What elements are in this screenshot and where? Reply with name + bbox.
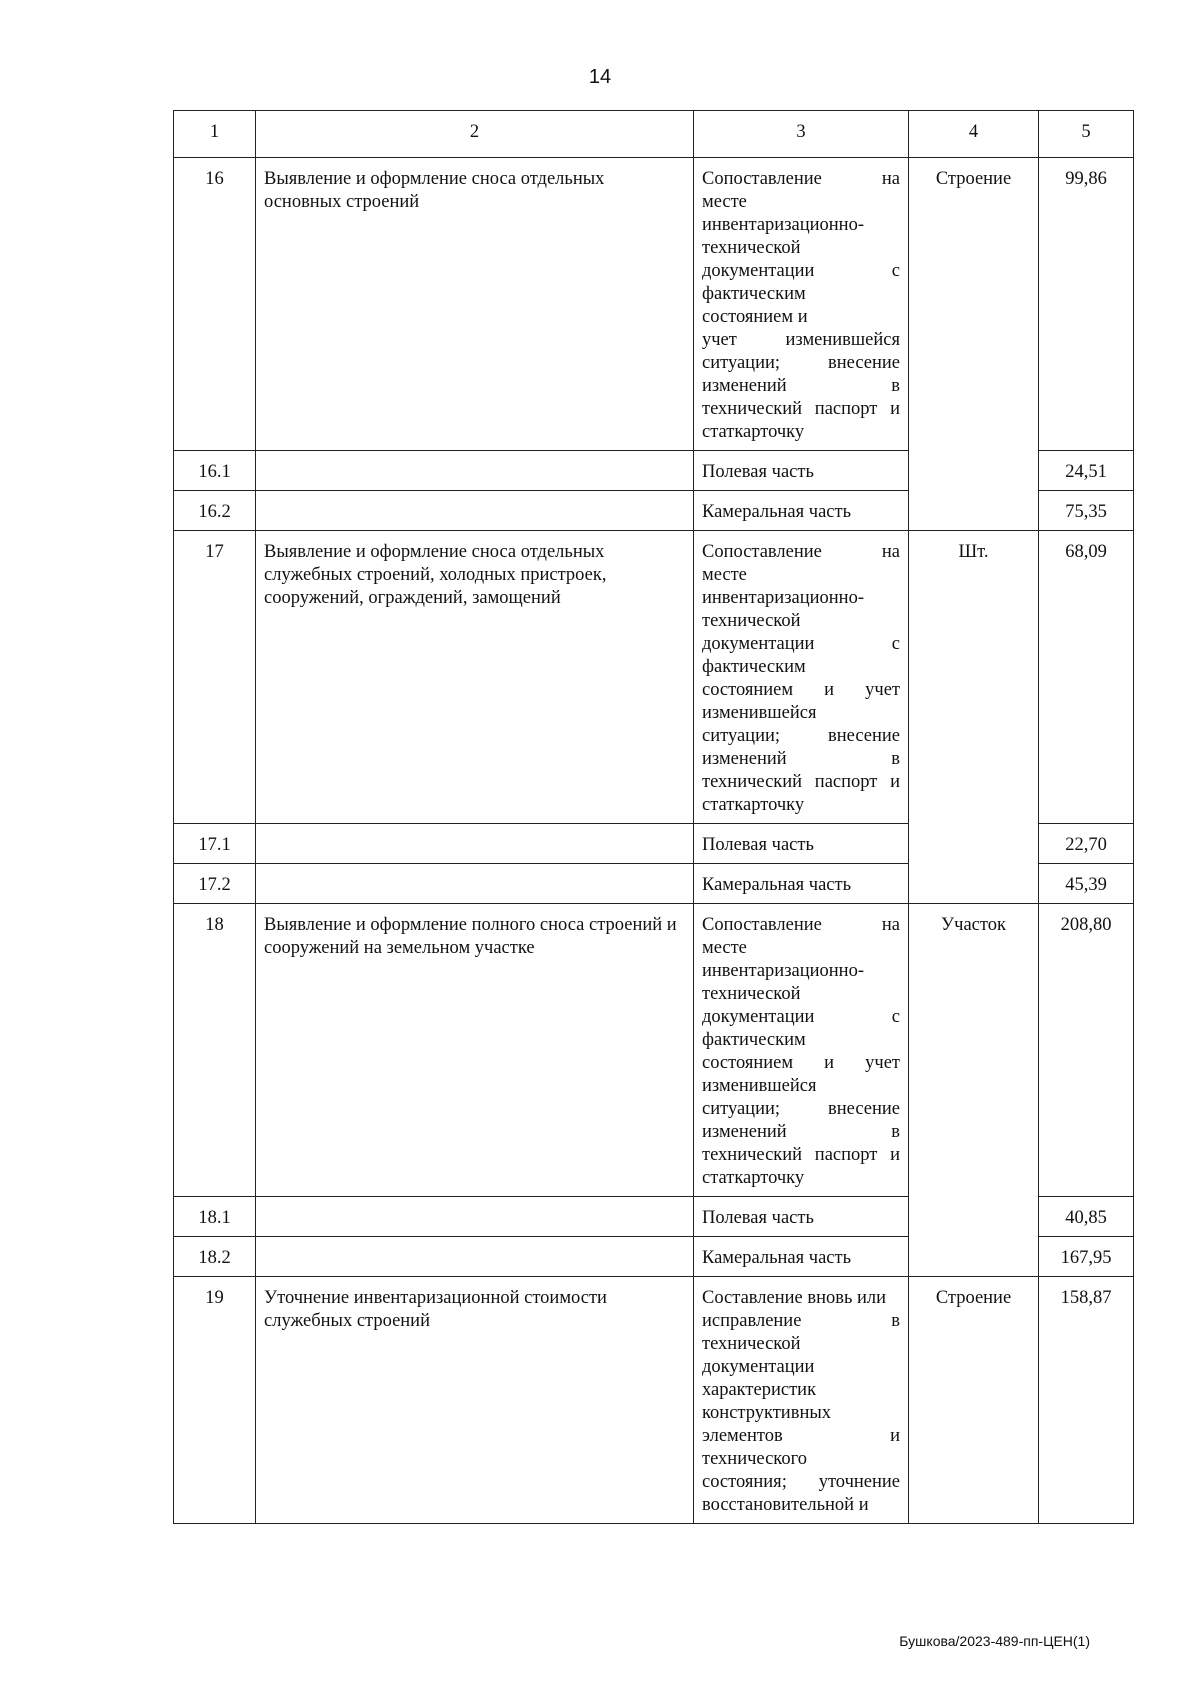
content-line: инвентаризационно- [702, 215, 864, 235]
column-header: 5 [1039, 111, 1134, 158]
table-row [174, 531, 1134, 824]
table-header-row [174, 111, 1134, 158]
content-line: учет изменившейся [702, 330, 900, 350]
unit-of-measure: Участок [909, 904, 1039, 1277]
work-name [256, 864, 694, 904]
work-content: Полевая часть [694, 1197, 909, 1237]
content-line: технической [702, 238, 801, 258]
content-line: Сопоставление на [702, 169, 900, 189]
content-line: состоянием и учет [702, 1053, 900, 1073]
content-line: состоянием и [702, 307, 808, 327]
content-line: технический паспорт и [702, 772, 900, 792]
work-content: Полевая часть [694, 451, 909, 491]
content-line: ситуации; внесение [702, 726, 900, 746]
content-line: ситуации; внесение [702, 1099, 900, 1119]
work-name: Выявление и оформление сноса отдельных служебных строений, холодных пристроек, сооружений, ограждений, замощений [256, 531, 694, 824]
content-line: месте [702, 938, 747, 958]
work-content: Камеральная часть [694, 491, 909, 531]
table-row [174, 1277, 1134, 1524]
row-number: 16.2 [174, 491, 256, 531]
work-content [694, 904, 909, 1197]
content-line: восстановительной и [702, 1495, 869, 1515]
column-header: 1 [174, 111, 256, 158]
content-line: фактическим [702, 1030, 806, 1050]
work-content: Полевая часть [694, 824, 909, 864]
column-header: 3 [694, 111, 909, 158]
work-content [694, 531, 909, 824]
price-value: 22,70 [1039, 824, 1134, 864]
work-name [256, 491, 694, 531]
content-line: технической [702, 611, 801, 631]
work-content [694, 1277, 909, 1524]
content-line: состоянием и учет [702, 680, 900, 700]
content-line: Составление вновь или [702, 1288, 887, 1308]
content-line: технический паспорт и [702, 399, 900, 419]
content-line: изменившейся [702, 703, 817, 723]
content-line: изменений в [702, 376, 900, 396]
work-name [256, 451, 694, 491]
table-row [174, 904, 1134, 1197]
content-line: технической [702, 984, 801, 1004]
tariff-table [173, 110, 1134, 1524]
document-reference: Бушкова/2023-489-пп-ЦЕН(1) [899, 1633, 1090, 1649]
work-name [256, 1237, 694, 1277]
work-content [694, 158, 909, 451]
content-line: ситуации; внесение [702, 353, 900, 373]
row-number: 18.2 [174, 1237, 256, 1277]
price-value: 208,80 [1039, 904, 1134, 1197]
content-line: элементов и [702, 1426, 900, 1446]
content-line: месте [702, 192, 747, 212]
price-value: 167,95 [1039, 1237, 1134, 1277]
content-line: характеристик [702, 1380, 817, 1400]
price-value: 99,86 [1039, 158, 1134, 451]
price-value: 24,51 [1039, 451, 1134, 491]
price-value: 68,09 [1039, 531, 1134, 824]
row-number: 19 [174, 1277, 256, 1524]
unit-of-measure: Строение [909, 1277, 1039, 1524]
price-value: 40,85 [1039, 1197, 1134, 1237]
row-number: 16 [174, 158, 256, 451]
content-line: изменений в [702, 1122, 900, 1142]
column-header: 2 [256, 111, 694, 158]
page-number: 14 [588, 66, 612, 88]
content-line: статкарточку [702, 1168, 805, 1188]
content-line: документации с [702, 634, 900, 654]
content-line: состояния; уточнение [702, 1472, 900, 1492]
row-number: 17.1 [174, 824, 256, 864]
content-line: документации с [702, 1007, 900, 1027]
work-name [256, 824, 694, 864]
content-line: фактическим [702, 284, 806, 304]
content-line: инвентаризационно- [702, 588, 864, 608]
content-line: Сопоставление на [702, 542, 900, 562]
row-number: 16.1 [174, 451, 256, 491]
work-content: Камеральная часть [694, 1237, 909, 1277]
row-number: 18 [174, 904, 256, 1197]
work-name: Уточнение инвентаризационной стоимости служебных строений [256, 1277, 694, 1524]
row-number: 17 [174, 531, 256, 824]
content-line: конструктивных [702, 1403, 832, 1423]
unit-of-measure: Строение [909, 158, 1039, 531]
content-line: изменений в [702, 749, 900, 769]
work-name [256, 1197, 694, 1237]
work-content: Камеральная часть [694, 864, 909, 904]
content-line: технический паспорт и [702, 1145, 900, 1165]
content-line: статкарточку [702, 795, 805, 815]
content-line: технического [702, 1449, 807, 1469]
price-value: 75,35 [1039, 491, 1134, 531]
content-line: исправление в [702, 1311, 900, 1331]
content-line: фактическим [702, 657, 806, 677]
work-name: Выявление и оформление сноса отдельных основных строений [256, 158, 694, 451]
content-line: документации [702, 1357, 815, 1377]
table-row [174, 158, 1134, 451]
row-number: 18.1 [174, 1197, 256, 1237]
row-number: 17.2 [174, 864, 256, 904]
content-line: документации с [702, 261, 900, 281]
content-line: технической [702, 1334, 801, 1354]
work-name: Выявление и оформление полного сноса строений и сооружений на земельном участке [256, 904, 694, 1197]
unit-of-measure: Шт. [909, 531, 1039, 904]
content-line: изменившейся [702, 1076, 817, 1096]
content-line: инвентаризационно- [702, 961, 864, 981]
price-value: 45,39 [1039, 864, 1134, 904]
column-header: 4 [909, 111, 1039, 158]
content-line: месте [702, 565, 747, 585]
content-line: статкарточку [702, 422, 805, 442]
price-value: 158,87 [1039, 1277, 1134, 1524]
content-line: Сопоставление на [702, 915, 900, 935]
